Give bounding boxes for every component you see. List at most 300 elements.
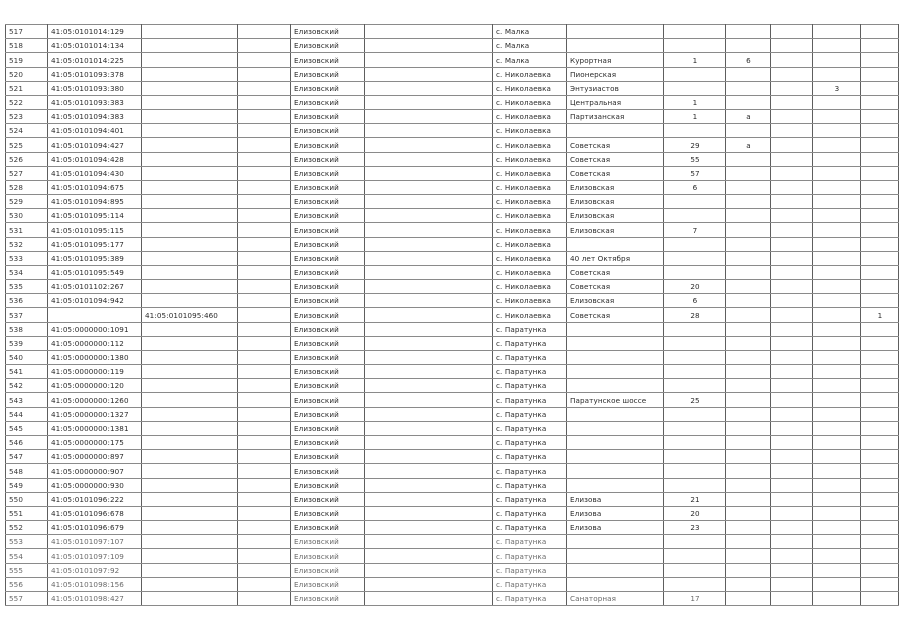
street-cell: Энтузиастов: [567, 81, 664, 95]
row-number-cell: 539: [6, 336, 48, 350]
row-number-cell: 524: [6, 124, 48, 138]
building-number-cell: [813, 251, 861, 265]
house-number-cell: [664, 81, 726, 95]
settlement-cell: с. Паратунка: [493, 521, 567, 535]
apartment-number-cell: [861, 591, 899, 605]
house-number-cell: [664, 67, 726, 81]
building-number-cell: [813, 166, 861, 180]
settlement-cell: с. Николаевка: [493, 280, 567, 294]
house-number-cell: 29: [664, 138, 726, 152]
table-row: [6, 67, 899, 81]
blank-column-cell: [238, 450, 291, 464]
street-cell: [567, 421, 664, 435]
street-cell: Елизова: [567, 492, 664, 506]
apartment-number-cell: [861, 67, 899, 81]
linked-cadastral-number-cell: [142, 506, 238, 520]
table-row: [6, 336, 899, 350]
row-number-cell: 528: [6, 180, 48, 194]
house-letter-cell: [726, 535, 771, 549]
apartment-number-cell: [861, 450, 899, 464]
apartment-number-cell: [861, 506, 899, 520]
building-number-cell: [813, 294, 861, 308]
building-number-cell: [813, 209, 861, 223]
blank-column-cell: [365, 39, 493, 53]
blank-column-cell: [771, 280, 813, 294]
blank-column-cell: [238, 492, 291, 506]
linked-cadastral-number-cell: [142, 591, 238, 605]
table-row: [6, 95, 899, 109]
row-number-cell: 552: [6, 521, 48, 535]
house-letter-cell: [726, 25, 771, 39]
linked-cadastral-number-cell: [142, 166, 238, 180]
apartment-number-cell: [861, 492, 899, 506]
house-letter-cell: [726, 379, 771, 393]
row-number-cell: 548: [6, 464, 48, 478]
building-number-cell: [813, 478, 861, 492]
building-number-cell: [813, 124, 861, 138]
linked-cadastral-number-cell: [142, 152, 238, 166]
district-cell: Елизовский: [291, 124, 365, 138]
street-cell: [567, 435, 664, 449]
street-cell: [567, 464, 664, 478]
blank-column-cell: [365, 450, 493, 464]
blank-column-cell: [771, 138, 813, 152]
settlement-cell: с. Паратунка: [493, 421, 567, 435]
building-number-cell: [813, 237, 861, 251]
cadastral-number-cell: 41:05:0101094:430: [48, 166, 142, 180]
cadastral-number-cell: 41:05:0000000:175: [48, 435, 142, 449]
settlement-cell: с. Николаевка: [493, 294, 567, 308]
district-cell: Елизовский: [291, 251, 365, 265]
house-number-cell: [664, 407, 726, 421]
table-row: [6, 591, 899, 605]
street-cell: [567, 549, 664, 563]
linked-cadastral-number-cell: [142, 280, 238, 294]
street-cell: Пионерская: [567, 67, 664, 81]
cadastral-number-cell: 41:05:0101097:107: [48, 535, 142, 549]
apartment-number-cell: [861, 294, 899, 308]
row-number-cell: 520: [6, 67, 48, 81]
house-number-cell: [664, 322, 726, 336]
house-letter-cell: [726, 464, 771, 478]
table-row: [6, 280, 899, 294]
blank-column-cell: [238, 549, 291, 563]
apartment-number-cell: [861, 421, 899, 435]
cadastral-number-cell: 41:05:0101095:177: [48, 237, 142, 251]
district-cell: Елизовский: [291, 478, 365, 492]
house-letter-cell: [726, 265, 771, 279]
district-cell: Елизовский: [291, 577, 365, 591]
apartment-number-cell: [861, 336, 899, 350]
cadastral-number-cell: 41:05:0000000:907: [48, 464, 142, 478]
apartment-number-cell: [861, 95, 899, 109]
district-cell: Елизовский: [291, 379, 365, 393]
building-number-cell: [813, 280, 861, 294]
apartment-number-cell: 1: [861, 308, 899, 322]
house-number-cell: [664, 535, 726, 549]
table-row: [6, 549, 899, 563]
house-number-cell: 1: [664, 95, 726, 109]
house-number-cell: [664, 251, 726, 265]
blank-column-cell: [238, 350, 291, 364]
blank-column-cell: [238, 478, 291, 492]
row-number-cell: 554: [6, 549, 48, 563]
table-row: [6, 223, 899, 237]
blank-column-cell: [365, 237, 493, 251]
house-number-cell: [664, 195, 726, 209]
linked-cadastral-number-cell: [142, 435, 238, 449]
blank-column-cell: [771, 25, 813, 39]
apartment-number-cell: [861, 549, 899, 563]
building-number-cell: [813, 492, 861, 506]
settlement-cell: с. Николаевка: [493, 110, 567, 124]
table-row: [6, 450, 899, 464]
apartment-number-cell: [861, 563, 899, 577]
blank-column-cell: [771, 166, 813, 180]
district-cell: Елизовский: [291, 280, 365, 294]
apartment-number-cell: [861, 379, 899, 393]
row-number-cell: 540: [6, 350, 48, 364]
house-letter-cell: [726, 577, 771, 591]
house-letter-cell: [726, 591, 771, 605]
linked-cadastral-number-cell: [142, 492, 238, 506]
house-letter-cell: [726, 407, 771, 421]
house-letter-cell: [726, 435, 771, 449]
row-number-cell: 542: [6, 379, 48, 393]
house-number-cell: 1: [664, 53, 726, 67]
blank-column-cell: [771, 365, 813, 379]
house-number-cell: [664, 563, 726, 577]
blank-column-cell: [238, 95, 291, 109]
table-row: [6, 152, 899, 166]
building-number-cell: [813, 379, 861, 393]
settlement-cell: с. Николаевка: [493, 251, 567, 265]
apartment-number-cell: [861, 124, 899, 138]
blank-column-cell: [238, 393, 291, 407]
house-letter-cell: [726, 563, 771, 577]
cadastral-number-cell: 41:05:0101014:129: [48, 25, 142, 39]
house-number-cell: [664, 421, 726, 435]
row-number-cell: 519: [6, 53, 48, 67]
blank-column-cell: [238, 110, 291, 124]
cadastral-number-cell: 41:05:0000000:897: [48, 450, 142, 464]
cadastral-number-cell: 41:05:0000000:1380: [48, 350, 142, 364]
blank-column-cell: [238, 506, 291, 520]
house-letter-cell: [726, 180, 771, 194]
settlement-cell: с. Николаевка: [493, 237, 567, 251]
settlement-cell: с. Николаевка: [493, 152, 567, 166]
building-number-cell: 3: [813, 81, 861, 95]
house-letter-cell: [726, 322, 771, 336]
linked-cadastral-number-cell: [142, 110, 238, 124]
linked-cadastral-number-cell: [142, 421, 238, 435]
row-number-cell: 556: [6, 577, 48, 591]
table-row: [6, 464, 899, 478]
blank-column-cell: [238, 379, 291, 393]
blank-column-cell: [771, 450, 813, 464]
row-number-cell: 551: [6, 506, 48, 520]
settlement-cell: с. Паратунка: [493, 365, 567, 379]
table-row: [6, 81, 899, 95]
district-cell: Елизовский: [291, 365, 365, 379]
row-number-cell: 518: [6, 39, 48, 53]
blank-column-cell: [238, 53, 291, 67]
table-row: [6, 251, 899, 265]
table-row: [6, 237, 899, 251]
house-number-cell: 20: [664, 506, 726, 520]
row-number-cell: 549: [6, 478, 48, 492]
house-number-cell: [664, 350, 726, 364]
table-row: [6, 421, 899, 435]
house-number-cell: [664, 25, 726, 39]
blank-column-cell: [365, 308, 493, 322]
blank-column-cell: [365, 138, 493, 152]
house-letter-cell: [726, 350, 771, 364]
house-letter-cell: а: [726, 110, 771, 124]
district-cell: Елизовский: [291, 110, 365, 124]
row-number-cell: 523: [6, 110, 48, 124]
linked-cadastral-number-cell: [142, 223, 238, 237]
row-number-cell: 535: [6, 280, 48, 294]
district-cell: Елизовский: [291, 407, 365, 421]
house-letter-cell: [726, 280, 771, 294]
settlement-cell: с. Паратунка: [493, 350, 567, 364]
row-number-cell: 547: [6, 450, 48, 464]
street-cell: [567, 407, 664, 421]
settlement-cell: с. Николаевка: [493, 209, 567, 223]
table-row: [6, 110, 899, 124]
row-number-cell: 522: [6, 95, 48, 109]
table-row: [6, 166, 899, 180]
blank-column-cell: [238, 180, 291, 194]
street-cell: Советская: [567, 166, 664, 180]
table-body: [6, 25, 899, 606]
cadastral-number-cell: 41:05:0101097:92: [48, 563, 142, 577]
house-letter-cell: [726, 152, 771, 166]
blank-column-cell: [771, 506, 813, 520]
house-number-cell: [664, 39, 726, 53]
blank-column-cell: [365, 67, 493, 81]
blank-column-cell: [771, 223, 813, 237]
blank-column-cell: [365, 322, 493, 336]
blank-column-cell: [365, 393, 493, 407]
blank-column-cell: [365, 421, 493, 435]
linked-cadastral-number-cell: [142, 535, 238, 549]
cadastral-number-cell: 41:05:0101094:401: [48, 124, 142, 138]
building-number-cell: [813, 265, 861, 279]
linked-cadastral-number-cell: [142, 25, 238, 39]
district-cell: Елизовский: [291, 67, 365, 81]
building-number-cell: [813, 365, 861, 379]
house-number-cell: 21: [664, 492, 726, 506]
table-row: [6, 563, 899, 577]
blank-column-cell: [238, 322, 291, 336]
district-cell: Елизовский: [291, 506, 365, 520]
table-row: [6, 365, 899, 379]
house-number-cell: [664, 549, 726, 563]
house-number-cell: [664, 464, 726, 478]
building-number-cell: [813, 39, 861, 53]
blank-column-cell: [365, 549, 493, 563]
house-number-cell: [664, 577, 726, 591]
blank-column-cell: [365, 379, 493, 393]
building-number-cell: [813, 138, 861, 152]
building-number-cell: [813, 393, 861, 407]
house-letter-cell: [726, 421, 771, 435]
cadastral-number-cell: 41:05:0101093:383: [48, 95, 142, 109]
table-row: [6, 322, 899, 336]
table-row: [6, 535, 899, 549]
blank-column-cell: [365, 492, 493, 506]
street-cell: [567, 322, 664, 336]
district-cell: Елизовский: [291, 464, 365, 478]
table-row: [6, 138, 899, 152]
apartment-number-cell: [861, 166, 899, 180]
table-row: [6, 393, 899, 407]
street-cell: [567, 535, 664, 549]
cadastral-number-cell: 41:05:0101098:156: [48, 577, 142, 591]
house-number-cell: [664, 237, 726, 251]
row-number-cell: 541: [6, 365, 48, 379]
blank-column-cell: [365, 336, 493, 350]
blank-column-cell: [238, 407, 291, 421]
settlement-cell: с. Николаевка: [493, 180, 567, 194]
apartment-number-cell: [861, 110, 899, 124]
house-letter-cell: [726, 294, 771, 308]
blank-column-cell: [771, 393, 813, 407]
settlement-cell: с. Паратунка: [493, 492, 567, 506]
blank-column-cell: [238, 138, 291, 152]
apartment-number-cell: [861, 350, 899, 364]
blank-column-cell: [238, 166, 291, 180]
table-row: [6, 180, 899, 194]
linked-cadastral-number-cell: [142, 180, 238, 194]
linked-cadastral-number-cell: [142, 95, 238, 109]
blank-column-cell: [365, 506, 493, 520]
blank-column-cell: [771, 336, 813, 350]
district-cell: Елизовский: [291, 209, 365, 223]
blank-column-cell: [771, 549, 813, 563]
blank-column-cell: [238, 308, 291, 322]
cadastral-number-cell: 41:05:0101094:895: [48, 195, 142, 209]
cadastral-number-cell: 41:05:0101095:115: [48, 223, 142, 237]
street-cell: [567, 237, 664, 251]
building-number-cell: [813, 521, 861, 535]
table-row: [6, 25, 899, 39]
blank-column-cell: [365, 166, 493, 180]
street-cell: [567, 336, 664, 350]
linked-cadastral-number-cell: [142, 39, 238, 53]
blank-column-cell: [365, 124, 493, 138]
linked-cadastral-number-cell: [142, 336, 238, 350]
cadastral-number-cell: 41:05:0000000:1327: [48, 407, 142, 421]
house-number-cell: [664, 336, 726, 350]
blank-column-cell: [771, 251, 813, 265]
linked-cadastral-number-cell: 41:05:0101095:460: [142, 308, 238, 322]
linked-cadastral-number-cell: [142, 393, 238, 407]
blank-column-cell: [238, 365, 291, 379]
district-cell: Елизовский: [291, 25, 365, 39]
house-number-cell: [664, 209, 726, 223]
street-cell: [567, 350, 664, 364]
blank-column-cell: [365, 95, 493, 109]
linked-cadastral-number-cell: [142, 478, 238, 492]
settlement-cell: с. Паратунка: [493, 478, 567, 492]
blank-column-cell: [238, 421, 291, 435]
house-number-cell: [664, 265, 726, 279]
blank-column-cell: [238, 577, 291, 591]
district-cell: Елизовский: [291, 223, 365, 237]
blank-column-cell: [771, 265, 813, 279]
house-number-cell: 23: [664, 521, 726, 535]
blank-column-cell: [238, 81, 291, 95]
cadastral-number-cell: 41:05:0101094:383: [48, 110, 142, 124]
settlement-cell: с. Паратунка: [493, 563, 567, 577]
house-letter-cell: [726, 166, 771, 180]
blank-column-cell: [238, 521, 291, 535]
blank-column-cell: [238, 464, 291, 478]
linked-cadastral-number-cell: [142, 251, 238, 265]
blank-column-cell: [365, 521, 493, 535]
cadastral-number-cell: 41:05:0101094:428: [48, 152, 142, 166]
district-cell: Елизовский: [291, 138, 365, 152]
building-number-cell: [813, 195, 861, 209]
linked-cadastral-number-cell: [142, 294, 238, 308]
table-row: [6, 39, 899, 53]
settlement-cell: с. Паратунка: [493, 464, 567, 478]
linked-cadastral-number-cell: [142, 237, 238, 251]
settlement-cell: с. Николаевка: [493, 166, 567, 180]
street-cell: [567, 365, 664, 379]
settlement-cell: с. Паратунка: [493, 506, 567, 520]
street-cell: Советская: [567, 152, 664, 166]
house-number-cell: 25: [664, 393, 726, 407]
table-row: [6, 577, 899, 591]
settlement-cell: с. Николаевка: [493, 81, 567, 95]
street-cell: [567, 379, 664, 393]
blank-column-cell: [365, 195, 493, 209]
apartment-number-cell: [861, 25, 899, 39]
blank-column-cell: [238, 25, 291, 39]
row-number-cell: 530: [6, 209, 48, 223]
house-number-cell: [664, 379, 726, 393]
apartment-number-cell: [861, 535, 899, 549]
apartment-number-cell: [861, 251, 899, 265]
row-number-cell: 525: [6, 138, 48, 152]
blank-column-cell: [771, 110, 813, 124]
settlement-cell: с. Паратунка: [493, 549, 567, 563]
building-number-cell: [813, 152, 861, 166]
blank-column-cell: [365, 365, 493, 379]
apartment-number-cell: [861, 81, 899, 95]
blank-column-cell: [771, 435, 813, 449]
street-cell: Советская: [567, 280, 664, 294]
apartment-number-cell: [861, 322, 899, 336]
building-number-cell: [813, 549, 861, 563]
street-cell: [567, 577, 664, 591]
row-number-cell: 537: [6, 308, 48, 322]
blank-column-cell: [365, 350, 493, 364]
settlement-cell: с. Паратунка: [493, 336, 567, 350]
cadastral-number-cell: 41:05:0101093:378: [48, 67, 142, 81]
linked-cadastral-number-cell: [142, 407, 238, 421]
blank-column-cell: [771, 67, 813, 81]
blank-column-cell: [238, 265, 291, 279]
row-number-cell: 557: [6, 591, 48, 605]
blank-column-cell: [238, 535, 291, 549]
district-cell: Елизовский: [291, 336, 365, 350]
blank-column-cell: [771, 591, 813, 605]
